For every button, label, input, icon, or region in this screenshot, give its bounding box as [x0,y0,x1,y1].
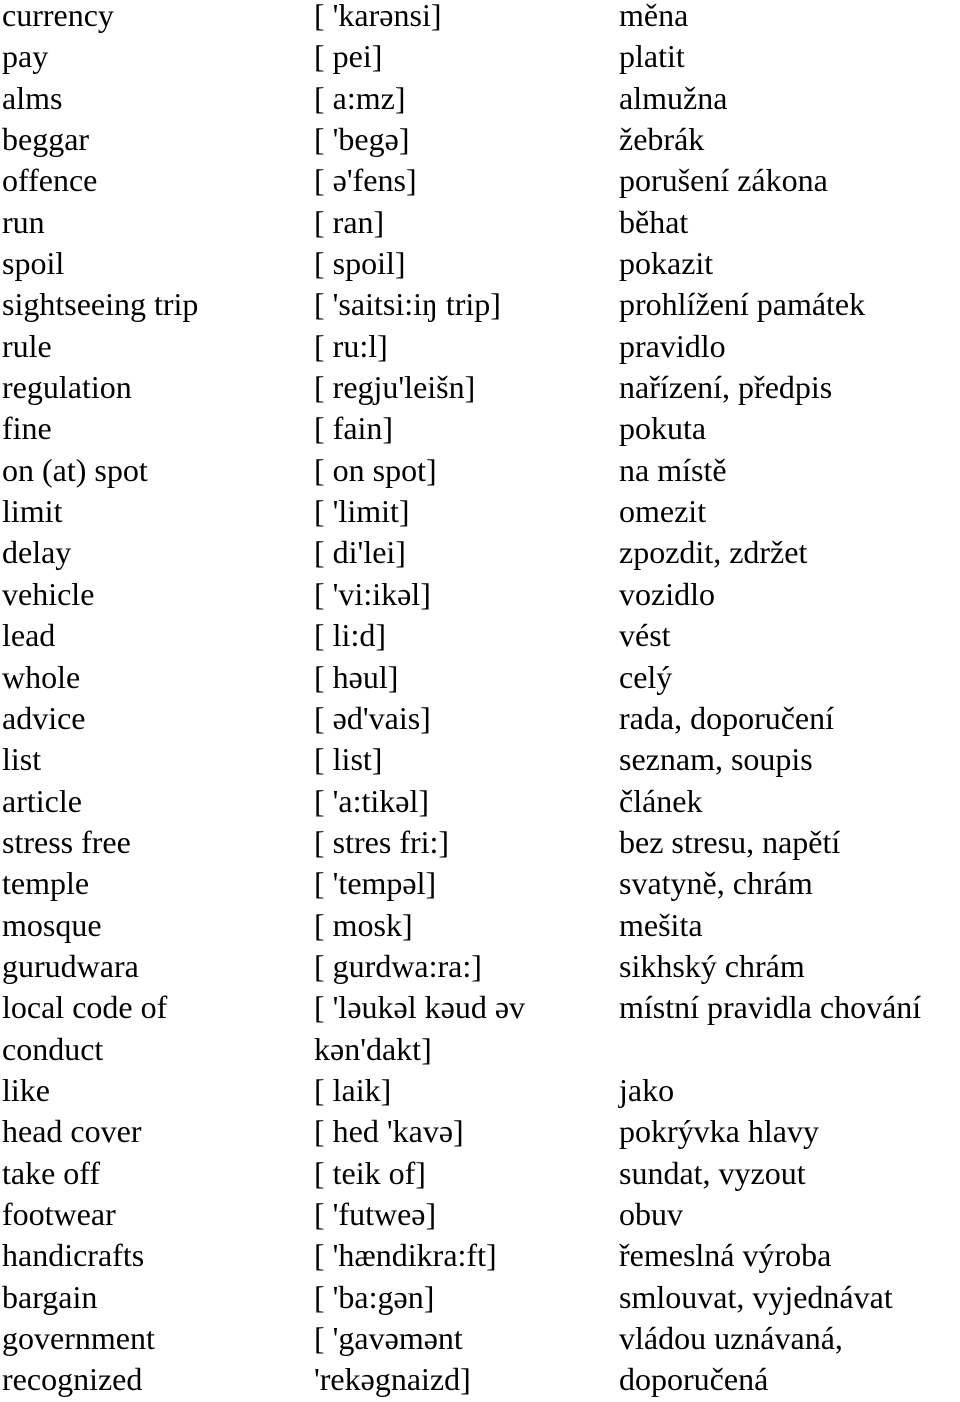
english-term-line: bargain [2,1278,98,1315]
phonetic-transcription [314,160,619,201]
vocab-row [0,243,960,284]
phonetic-transcription [314,36,619,77]
english-term-line: take off [2,1154,101,1191]
czech-translation-line: pokuta [619,410,707,447]
english-term-line: recognized [2,1361,143,1398]
czech-translation-line: místní pravidla chování [619,989,922,1026]
czech-translation-line: sundat, vyzout [619,1154,806,1191]
english-term-line: article [2,782,82,819]
english-term [0,160,314,201]
vocab-row [0,987,960,1070]
czech-translation-line: pravidlo [619,327,726,364]
phonetic-transcription-line: [ ru:l] [314,327,388,364]
czech-translation-line: vést [619,617,671,654]
czech-translation [619,326,960,367]
vocab-row [0,36,960,77]
phonetic-transcription-line: [ a:mz] [314,79,406,116]
czech-translation [619,284,960,325]
english-term-line: mosque [2,906,102,943]
czech-translation-line: obuv [619,1195,683,1232]
czech-translation [619,822,960,863]
phonetic-transcription [314,532,619,573]
english-term [0,615,314,656]
english-term [0,36,314,77]
english-term [0,1235,314,1276]
czech-translation [619,450,960,491]
czech-translation-line: omezit [619,493,707,530]
czech-translation [619,698,960,739]
phonetic-transcription [314,326,619,367]
vocab-row [0,408,960,449]
vocab-row [0,781,960,822]
czech-translation [619,491,960,532]
czech-translation [619,987,960,1028]
czech-translation [619,160,960,201]
phonetic-transcription [314,1277,619,1318]
phonetic-transcription-line: [ 'begə] [314,121,410,158]
english-term [0,202,314,243]
czech-translation-line: seznam, soupis [619,741,813,778]
vocab-row [0,326,960,367]
phonetic-transcription-line: [ 'a:tikəl] [314,782,430,819]
czech-translation [619,615,960,656]
phonetic-transcription-line: [ di'lei] [314,534,406,571]
english-term-line: currency [2,0,114,33]
english-term [0,450,314,491]
phonetic-transcription [314,1153,619,1194]
english-term-line: lead [2,617,56,654]
vocab-row [0,450,960,491]
czech-translation [619,1153,960,1194]
english-term-line: vehicle [2,575,95,612]
phonetic-transcription-line: [ əd'vais] [314,699,431,736]
czech-translation-line: rada, doporučení [619,699,835,736]
english-term [0,284,314,325]
phonetic-transcription [314,491,619,532]
czech-translation [619,739,960,780]
phonetic-transcription [314,822,619,863]
phonetic-transcription-line: [ ə'fens] [314,162,417,199]
english-term [0,243,314,284]
english-term-line: regulation [2,369,132,406]
english-term-line: limit [2,493,63,530]
english-term-line: head cover [2,1113,142,1150]
vocab-row [0,284,960,325]
czech-translation [619,905,960,946]
vocab-row [0,119,960,160]
czech-translation [619,1235,960,1276]
czech-translation [619,657,960,698]
english-term-line: footwear [2,1195,116,1232]
english-term [0,1318,314,1401]
czech-translation-line: platit [619,38,685,75]
czech-translation-line: pokazit [619,245,714,282]
vocab-row [0,1277,960,1318]
phonetic-transcription [314,78,619,119]
vocab-row [0,698,960,739]
phonetic-transcription [314,1111,619,1152]
czech-translation-line: mešita [619,906,703,943]
phonetic-transcription [314,284,619,325]
phonetic-transcription-line: [ 'ləukəl kəud əv [314,989,526,1026]
phonetic-transcription-line: [ mosk] [314,906,413,943]
czech-translation [619,574,960,615]
czech-translation [619,1111,960,1152]
phonetic-transcription-line: [ 'gavəmənt [314,1320,463,1356]
english-term [0,326,314,367]
phonetic-transcription-line: [ stres fri:] [314,823,450,860]
phonetic-transcription-line: [ laik] [314,1071,392,1108]
english-term-line: advice [2,699,86,736]
phonetic-transcription [314,0,619,36]
vocab-row [0,160,960,201]
phonetic-transcription [314,574,619,615]
phonetic-transcription-line: [ teik of] [314,1154,426,1191]
phonetic-transcription [314,1070,619,1111]
english-term-line: like [2,1071,50,1108]
vocab-row [0,1153,960,1194]
vocab-row [0,491,960,532]
english-term-line: government [2,1320,155,1356]
czech-translation-line: almužna [619,79,728,116]
phonetic-transcription-line: [ regju'leišn] [314,369,476,406]
phonetic-transcription [314,946,619,987]
english-term [0,822,314,863]
phonetic-transcription [314,1235,619,1276]
english-term [0,367,314,408]
english-term [0,863,314,904]
english-term-line: handicrafts [2,1237,145,1274]
english-term-line: gurudwara [2,947,139,984]
czech-translation-line: běhat [619,203,689,240]
english-term-line: on (at) spot [2,451,148,488]
vocab-row [0,822,960,863]
czech-translation [619,781,960,822]
phonetic-transcription [314,450,619,491]
english-term [0,1277,314,1318]
phonetic-transcription-line: [ 'vi:ikəl] [314,575,431,612]
czech-translation [619,1318,960,1401]
czech-translation-line: bez stresu, napětí [619,823,841,860]
czech-translation-line: nařízení, předpis [619,369,833,406]
vocab-row [0,532,960,573]
czech-translation [619,863,960,904]
phonetic-transcription [314,243,619,284]
czech-translation-line: zpozdit, zdržet [619,534,808,571]
phonetic-transcription [314,698,619,739]
czech-translation-line: porušení zákona [619,162,828,199]
english-term-line: spoil [2,245,65,282]
vocab-row [0,1318,960,1401]
phonetic-transcription [314,202,619,243]
english-term-line: temple [2,865,90,902]
phonetic-transcription [314,781,619,822]
phonetic-transcription-line: [ 'limit] [314,493,410,530]
vocab-row [0,657,960,698]
czech-translation-line: řemeslná výroba [619,1237,832,1274]
vocab-row [0,1070,960,1111]
czech-translation-line: žebrák [619,121,705,158]
phonetic-transcription-line: [ li:d] [314,617,386,654]
czech-translation [619,408,960,449]
english-term-line: delay [2,534,72,571]
phonetic-transcription-line: [ 'tempəl] [314,865,437,902]
phonetic-transcription-line: [ fain] [314,410,394,447]
vocab-row [0,1194,960,1235]
english-term [0,657,314,698]
phonetic-transcription [314,1318,619,1401]
phonetic-transcription-line: [ həul] [314,658,399,695]
czech-translation-line: vládou uznávaná, [619,1320,843,1356]
phonetic-transcription-line: kən'dakt] [314,1030,432,1067]
vocab-row [0,1111,960,1152]
english-term-line: sightseeing trip [2,286,199,323]
czech-translation [619,1070,960,1111]
czech-translation [619,119,960,160]
phonetic-transcription [314,615,619,656]
english-term [0,491,314,532]
english-term-line: pay [2,38,49,75]
phonetic-transcription-line: [ 'futweə] [314,1195,437,1232]
czech-translation-line: celý [619,658,673,695]
czech-translation [619,1277,960,1318]
english-term-line: list [2,741,42,778]
czech-translation [619,532,960,573]
english-term [0,987,314,1070]
vocab-row [0,574,960,615]
english-term [0,698,314,739]
czech-translation-line: svatyně, chrám [619,865,813,902]
english-term [0,1153,314,1194]
czech-translation-line: sikhský chrám [619,947,805,984]
czech-translation-line: prohlížení památek [619,286,866,323]
phonetic-transcription-line: [ 'ba:gən] [314,1278,435,1315]
english-term-line: stress free [2,823,131,860]
czech-translation-line: článek [619,782,703,819]
english-term [0,1111,314,1152]
english-term [0,905,314,946]
phonetic-transcription-line: [ list] [314,741,383,778]
vocab-row [0,202,960,243]
czech-translation [619,946,960,987]
english-term-line: alms [2,79,63,116]
czech-translation-line: doporučená [619,1361,769,1398]
phonetic-transcription [314,367,619,408]
phonetic-transcription-line: [ 'saitsi:iŋ trip] [314,286,501,323]
phonetic-transcription [314,905,619,946]
phonetic-transcription-line: [ 'hændikra:ft] [314,1237,497,1274]
english-term-line: fine [2,410,52,447]
english-term [0,1070,314,1111]
phonetic-transcription-line: [ pei] [314,38,383,75]
vocab-row [0,0,960,36]
phonetic-transcription-line: [ hed 'kavə] [314,1113,464,1150]
vocab-row [0,863,960,904]
english-term [0,739,314,780]
phonetic-transcription [314,408,619,449]
czech-translation [619,0,960,36]
english-term [0,119,314,160]
vocab-row [0,739,960,780]
english-term-line: rule [2,327,52,364]
czech-translation-line: měna [619,0,689,33]
english-term-line: offence [2,162,98,199]
english-term-line: beggar [2,121,90,158]
czech-translation [619,367,960,408]
english-term [0,781,314,822]
czech-translation-line: na místě [619,451,727,488]
czech-translation-line: pokrývka hlavy [619,1113,819,1150]
czech-translation-line: vozidlo [619,575,715,612]
english-term [0,946,314,987]
czech-translation [619,78,960,119]
english-term-line: local code of [2,989,168,1026]
phonetic-transcription [314,119,619,160]
vocab-row [0,615,960,656]
english-term [0,574,314,615]
english-term [0,532,314,573]
vocab-row [0,905,960,946]
english-term [0,78,314,119]
phonetic-transcription [314,987,619,1070]
czech-translation-line: smlouvat, vyjednávat [619,1278,893,1315]
phonetic-transcription-line: [ gurdwa:ra:] [314,947,482,984]
phonetic-transcription [314,863,619,904]
english-term-line: run [2,203,45,240]
phonetic-transcription-line: [ spoil] [314,245,406,282]
vocab-row [0,78,960,119]
vocab-row [0,946,960,987]
czech-translation [619,1194,960,1235]
phonetic-transcription-line: [ ran] [314,203,385,240]
vocab-row [0,1235,960,1276]
english-term-line: conduct [2,1030,104,1067]
vocab-row [0,367,960,408]
czech-translation [619,202,960,243]
english-term-line: whole [2,658,81,695]
czech-translation-line: jako [619,1071,675,1108]
phonetic-transcription-line: 'rekəgnaizd] [314,1361,471,1398]
phonetic-transcription [314,739,619,780]
english-term [0,0,314,36]
english-term [0,1194,314,1235]
phonetic-transcription-line: [ 'karənsi] [314,0,442,33]
phonetic-transcription [314,657,619,698]
english-term [0,408,314,449]
phonetic-transcription [314,1194,619,1235]
czech-translation [619,243,960,284]
phonetic-transcription-line: [ on spot] [314,451,437,488]
czech-translation [619,36,960,77]
